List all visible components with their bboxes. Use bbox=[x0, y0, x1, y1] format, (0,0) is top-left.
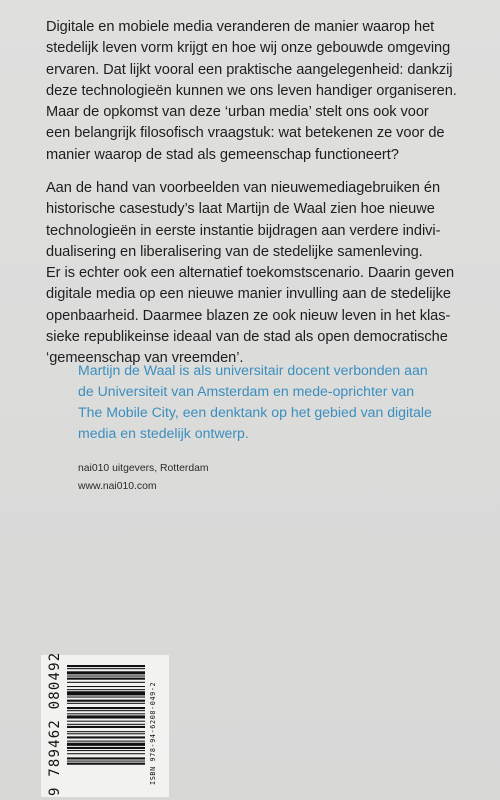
barcode-number: 9 789462 080492 bbox=[47, 651, 63, 796]
barcode-bar bbox=[67, 715, 145, 718]
publisher-name: nai010 uitgevers, Rotterdam bbox=[78, 463, 209, 474]
body-paragraph bbox=[46, 178, 466, 370]
barcode-bar bbox=[67, 731, 145, 732]
body-line: dualisering en liberalisering van de stedelijke samenleving. bbox=[46, 243, 423, 260]
bio-line: media en stedelijk ontwerp. bbox=[78, 424, 249, 441]
barcode-bar bbox=[67, 707, 145, 709]
barcode-bar bbox=[67, 686, 145, 687]
barcode-bar bbox=[67, 713, 145, 714]
intro-paragraph bbox=[46, 17, 466, 166]
intro-line: Maar de opkomst van deze ‘urban media’ stelt ons ook voor bbox=[46, 104, 429, 121]
bio-line: Martijn de Waal is als universitair docent verbonden aan bbox=[78, 362, 428, 378]
barcode-bar bbox=[67, 671, 145, 674]
barcode-bar bbox=[67, 761, 145, 762]
bio-line: The Mobile City, een denktank op het gebied van digitale bbox=[78, 403, 432, 420]
body-line: digitale media op een nieuwe manier invulling aan de stedelijke bbox=[46, 286, 451, 303]
bio-line: de Universiteit van Amsterdam en mede-oprichter van bbox=[78, 382, 415, 399]
intro-line: ervaren. Dat lijkt vooral een praktische aangelegenheid: dankzij bbox=[46, 61, 453, 78]
author-bio bbox=[78, 360, 478, 444]
barcode-bar bbox=[67, 703, 145, 704]
intro-line: stedelijk leven vorm krijgt en hoe wij onze gebouwde omgeving bbox=[46, 40, 451, 57]
barcode-bar bbox=[67, 747, 145, 749]
barcode-bar bbox=[67, 753, 145, 754]
barcode-bar bbox=[67, 721, 145, 722]
barcode-bar bbox=[67, 668, 145, 669]
body-line: Aan de hand van voorbeelden van nieuwemediagebruiken én bbox=[46, 180, 441, 196]
body-line: historische casestudy’s laat Martijn de Waal zien hoe nieuwe bbox=[46, 201, 435, 218]
barcode-bar bbox=[67, 736, 145, 738]
barcode-bar bbox=[67, 676, 145, 677]
barcode-bar bbox=[67, 741, 145, 742]
isbn-barcode bbox=[41, 651, 169, 797]
barcode-bar bbox=[67, 743, 145, 746]
barcode-bar bbox=[67, 665, 145, 667]
body-line: Er is echter ook een alternatief toekomstscenario. Daarin geven bbox=[46, 265, 455, 282]
barcode-bar bbox=[67, 763, 145, 765]
body-line: openbaarheid. Daarmee blazen ze ook nieuw leven in het klas- bbox=[46, 307, 451, 324]
publisher-info bbox=[78, 460, 209, 495]
barcode-bar bbox=[67, 724, 145, 725]
intro-line: een belangrijk filosofisch vraagstuk: wat betekenen ze voor de bbox=[46, 125, 445, 142]
barcode-bar bbox=[67, 689, 145, 690]
intro-line: manier waarop de stad als gemeenschap functioneert? bbox=[46, 146, 399, 163]
barcode-bar bbox=[67, 757, 145, 759]
barcode-bar bbox=[67, 697, 145, 698]
barcode-bar bbox=[67, 750, 145, 751]
barcode-bar bbox=[67, 700, 145, 702]
body-line: ‘gemeenschap van vreemden’. bbox=[46, 350, 244, 367]
intro-line: deze technologieën kunnen we ons leven handiger organiseren. bbox=[46, 82, 457, 99]
barcode-bar bbox=[67, 682, 145, 683]
barcode-bar bbox=[67, 678, 145, 680]
barcode-bar bbox=[67, 726, 145, 728]
body-line: technologieën in eerste instantie bijdragen aan verdere indivi- bbox=[46, 222, 441, 239]
intro-line: Digitale en mobiele media veranderen de manier waarop het bbox=[46, 19, 435, 35]
barcode-bar bbox=[67, 710, 145, 711]
isbn-label: ISBN 978-94-6208-049-2 bbox=[149, 681, 157, 785]
barcode-bar bbox=[67, 733, 145, 734]
publisher-website: www.nai010.com bbox=[78, 480, 157, 492]
barcode-bar bbox=[67, 691, 145, 695]
body-line: sieke republikeinse ideaal van de stad als open democratische bbox=[46, 329, 448, 346]
